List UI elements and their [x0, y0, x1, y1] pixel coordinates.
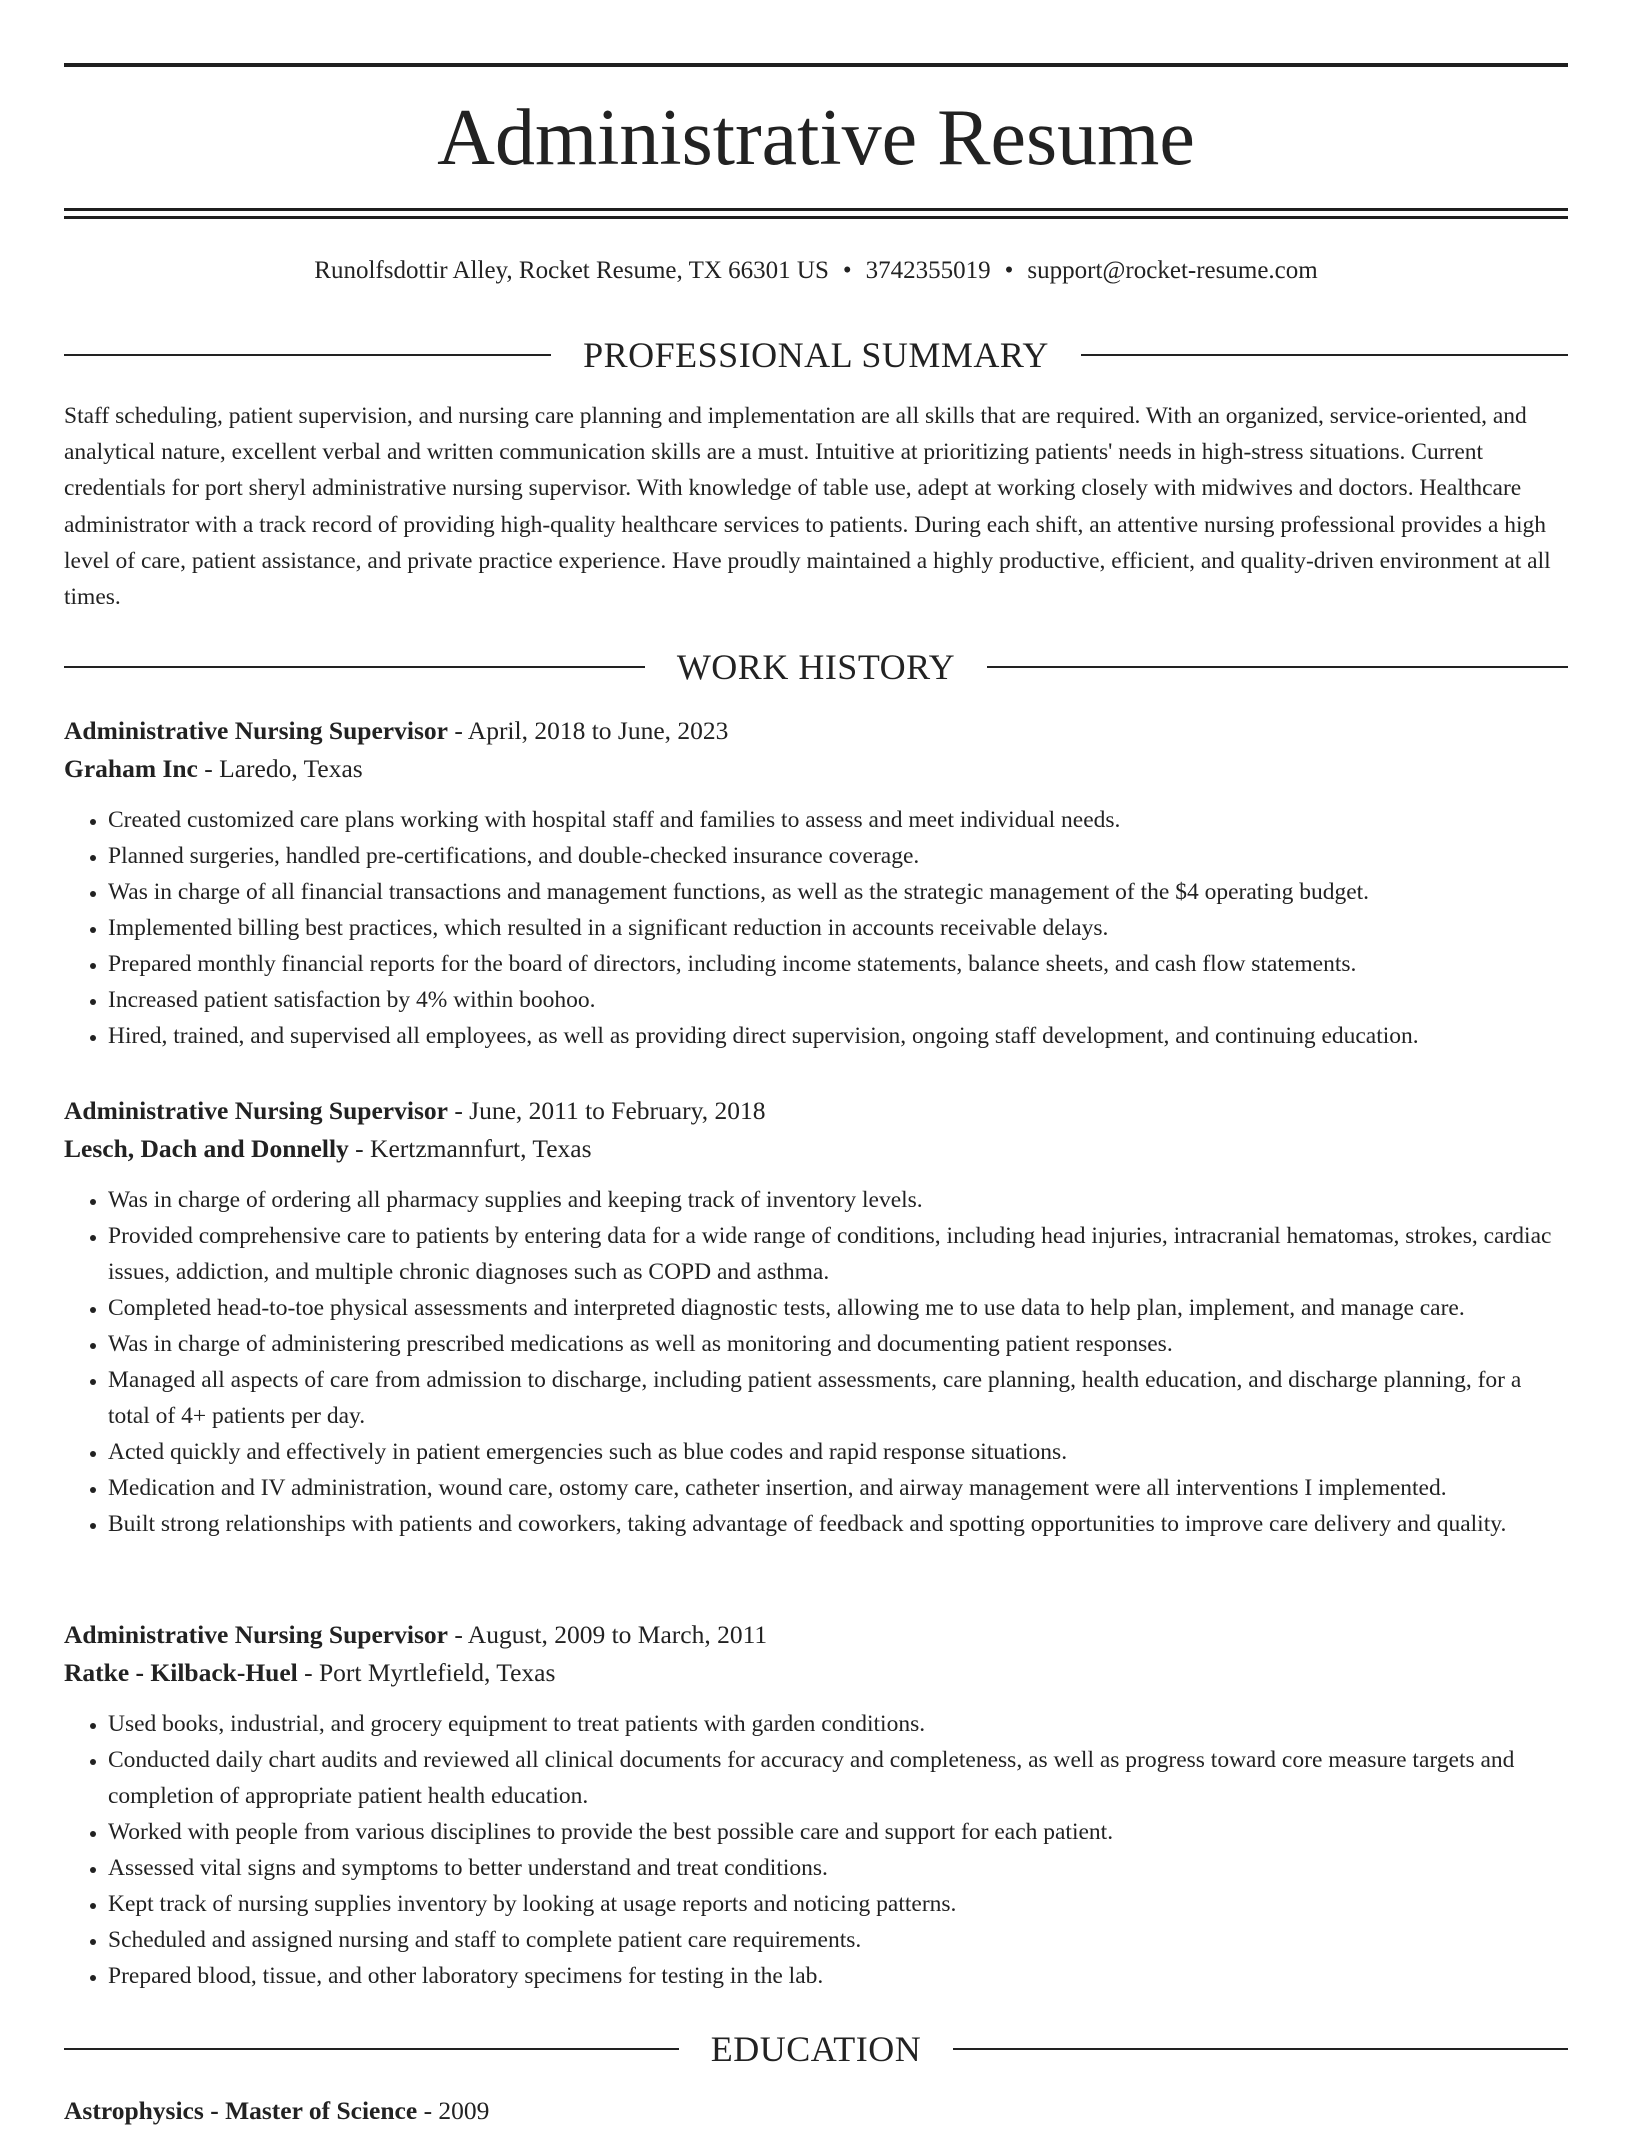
job-dates: - April, 2018 to June, 2023 [447, 716, 729, 745]
heading-rule-left [64, 666, 645, 668]
job-bullet: • Was in charge of all financial transactions and management functions, as well as the strategic management of the $4 operating budget. [108, 874, 1568, 910]
education-heading [64, 2027, 1568, 2071]
resume-title: Administrative Resume [437, 94, 1195, 182]
job-bullet: • Provided comprehensive care to patients by entering data for a wide range of conditions, including head injuries, intracranial hematomas, strokes, cardiac issues, addiction, and multiple chronic diagnoses such as COPD and asthma. [108, 1218, 1568, 1290]
job-dates: - August, 2009 to March, 2011 [447, 1620, 768, 1649]
education-degree: Master of Science [225, 2096, 418, 2125]
job-bullet: • Planned surgeries, handled pre-certifications, and double-checked insurance coverage. [108, 838, 1568, 874]
job-entry [64, 1616, 1568, 1994]
job-company: Graham Inc [64, 754, 198, 783]
work-history-heading [64, 645, 1568, 689]
job-bullets [64, 1706, 1568, 1994]
job-bullet: • Conducted daily chart audits and reviewed all clinical documents for accuracy and completeness, as well as progress toward core measure targets and completion of appropriate patient health education. [108, 1742, 1568, 1814]
job-title-line [64, 712, 1568, 750]
contact-separator: • [842, 257, 852, 284]
summary-section-heading [64, 333, 1568, 377]
contact-line [64, 254, 1568, 288]
job-bullet: • Used books, industrial, and grocery equipment to treat patients with garden conditions. [108, 1706, 1568, 1742]
job-bullet: • Scheduled and assigned nursing and staff to complete patient care requirements. [108, 1922, 1568, 1958]
job-bullet: • Worked with people from various disciplines to provide the best possible care and support for each patient. [108, 1814, 1568, 1850]
heading-rule-right [953, 2048, 1568, 2050]
job-bullets [64, 1182, 1568, 1542]
heading-rule-left [64, 354, 551, 356]
job-title-line [64, 1616, 1568, 1654]
heading-rule-right [1081, 354, 1568, 356]
job-company-line [64, 1654, 1568, 1692]
job-company: Lesch, Dach and Donnelly [64, 1134, 349, 1163]
job-location: - Laredo, Texas [197, 754, 363, 783]
education-entry [64, 2092, 1568, 2130]
title-rule-lower [64, 216, 1568, 219]
job-bullet: • Managed all aspects of care from admission to discharge, including patient assessments, care planning, health education, and discharge planning, for a total of 4+ patients per day. [108, 1362, 1568, 1434]
education-line [64, 2092, 1568, 2130]
job-company-line [64, 1130, 1568, 1168]
top-rule [64, 63, 1568, 67]
job-bullets [64, 802, 1568, 1054]
job-title: Administrative Nursing Supervisor [64, 1096, 448, 1125]
professional-summary: Staff scheduling, patient supervision, and nursing care planning and implementation are all skills that are required. With an organized, service-oriented, and analytical nature, excellent verbal and written communication skills are a must. Intuitive at prioritizing patients' needs in high-stress situations. Current credentials for port sheryl administrative nursing supervisor. With knowledge of table use, adept at working closely with midwives and doctors. Healthcare administrator with a track record of providing high-quality healthcare services to patients. During each shift, an attentive nursing professional provides a high level of care, patient assistance, and private practice experience. Have proudly maintained a highly productive, efficient, and quality-driven environment at all times. [64, 403, 1551, 611]
job-title: Administrative Nursing Supervisor [64, 716, 448, 745]
job-bullet: • Increased patient satisfaction by 4% within boohoo. [108, 982, 1568, 1018]
heading-rule-left [64, 2048, 679, 2050]
job-bullet: • Prepared blood, tissue, and other laboratory specimens for testing in the lab. [108, 1958, 1568, 1994]
job-bullet: • Was in charge of administering prescribed medications as well as monitoring and documenting patient responses. [108, 1326, 1568, 1362]
job-bullet: • Created customized care plans working with hospital staff and families to assess and meet individual needs. [108, 802, 1568, 838]
contact-phone: 3742355019 [865, 257, 991, 284]
education-field: Astrophysics [64, 2096, 204, 2125]
job-entry [64, 712, 1568, 1054]
job-entry [64, 1092, 1568, 1542]
contact-email: support@rocket-resume.com [1027, 257, 1318, 284]
job-bullet: • Medication and IV administration, wound care, ostomy care, catheter insertion, and airway management were all interventions I implemented. [108, 1470, 1568, 1506]
job-bullet: • Prepared monthly financial reports for the board of directors, including income statements, balance sheets, and cash flow statements. [108, 946, 1568, 982]
job-title-line [64, 1092, 1568, 1130]
education-sep: - [203, 2096, 226, 2125]
summary-heading-label: PROFESSIONAL SUMMARY [583, 335, 1049, 375]
title-rule-upper [64, 208, 1568, 211]
education-heading-label: EDUCATION [710, 2029, 922, 2069]
heading-rule-right [987, 666, 1568, 668]
job-title: Administrative Nursing Supervisor [64, 1620, 448, 1649]
job-location: - Port Myrtlefield, Texas [297, 1658, 556, 1687]
job-location: - Kertzmannfurt, Texas [348, 1134, 592, 1163]
work-heading-label: WORK HISTORY [676, 647, 956, 687]
job-bullet: • Implemented billing best practices, which resulted in a significant reduction in accounts receivable delays. [108, 910, 1568, 946]
job-bullet: • Kept track of nursing supplies inventory by looking at usage reports and noticing patterns. [108, 1886, 1568, 1922]
contact-address: Runolfsdottir Alley, Rocket Resume, TX 66301 US [314, 257, 829, 284]
job-bullet: • Hired, trained, and supervised all employees, as well as providing direct supervision, ongoing staff development, and continuing education. [108, 1018, 1568, 1054]
job-dates: - June, 2011 to February, 2018 [447, 1096, 766, 1125]
contact-separator: • [1004, 257, 1014, 284]
job-bullet: • Acted quickly and effectively in patient emergencies such as blue codes and rapid response situations. [108, 1434, 1568, 1470]
job-company-line [64, 750, 1568, 788]
job-bullet: • Assessed vital signs and symptoms to better understand and treat conditions. [108, 1850, 1568, 1886]
education-year: - 2009 [417, 2096, 490, 2125]
job-bullet: • Completed head-to-toe physical assessments and interpreted diagnostic tests, allowing me to use data to help plan, implement, and manage care. [108, 1290, 1568, 1326]
job-company: Ratke - Kilback-Huel [64, 1658, 298, 1687]
job-bullet: • Built strong relationships with patients and coworkers, taking advantage of feedback and spotting opportunities to improve care delivery and quality. [108, 1506, 1568, 1542]
job-bullet: • Was in charge of ordering all pharmacy supplies and keeping track of inventory levels. [108, 1182, 1568, 1218]
